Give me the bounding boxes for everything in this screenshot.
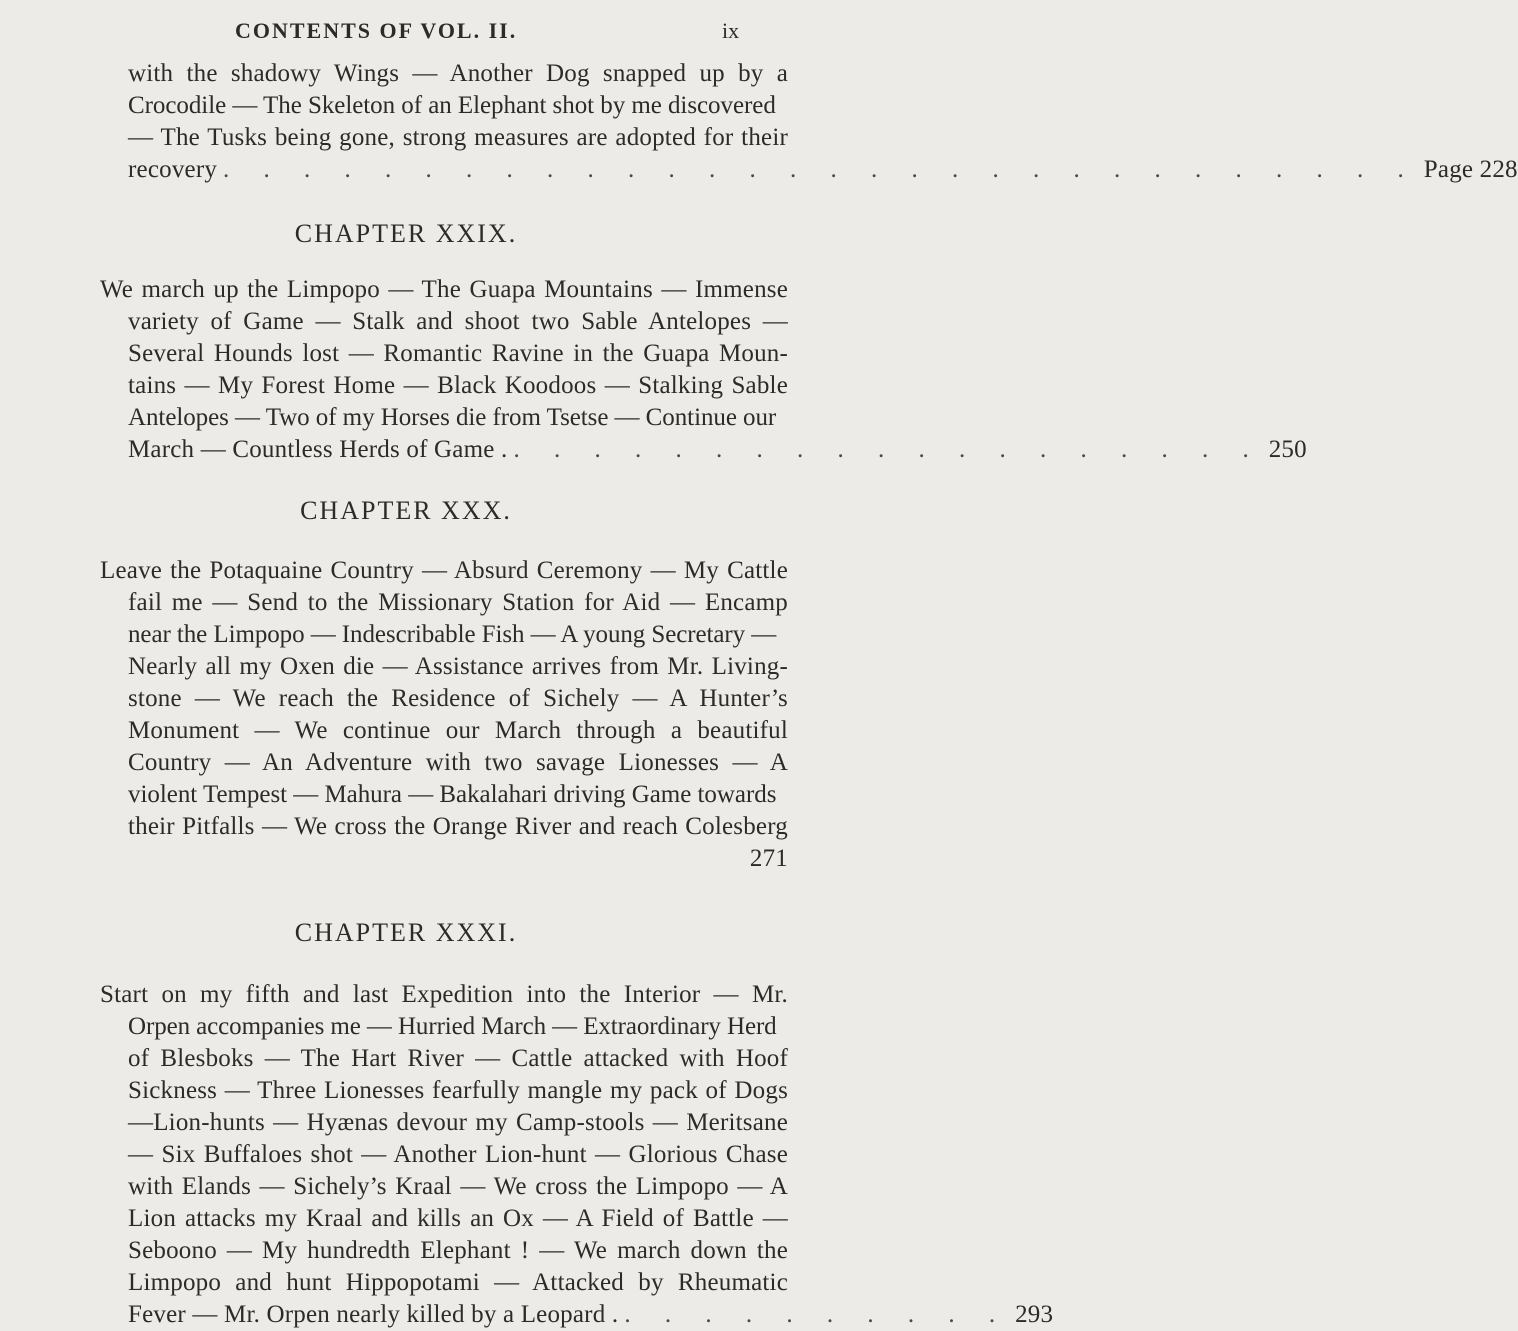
running-title: CONTENTS OF VOL. II. bbox=[235, 18, 518, 43]
entry-line: of Blesboks — The Hart River — Cattle attacked with Hoof bbox=[128, 1045, 788, 1072]
entry-line: Seboono — My hundredth Elephant ! — We march down the bbox=[128, 1237, 788, 1264]
dot-leader: . . . . . . . . . . . . . . . . . . . . . . . . . . . . . . bbox=[223, 156, 1418, 183]
page-reference: 293 bbox=[1015, 1301, 1054, 1328]
entry-last-line bbox=[128, 435, 1307, 465]
entry-line: stone — We reach the Residence of Sichely — A Hunter’s bbox=[128, 685, 788, 712]
entry-line: We march up the Limpopo — The Guapa Mountains — Immense bbox=[100, 276, 788, 303]
page-reference: 271 bbox=[749, 845, 788, 872]
entry-line: Country — An Adventure with two savage Lionesses — A bbox=[128, 749, 788, 776]
entry-line: violent Tempest — Mahura — Bakalahari driving Game towards bbox=[128, 781, 777, 808]
entry-line: near the Limpopo — Indescribable Fish — A young Secretary — bbox=[128, 621, 777, 648]
entry-line: their Pitfalls — We cross the Orange River and reach Colesberg bbox=[128, 813, 788, 840]
entry-line: fail me — Send to the Missionary Station for Aid — Encamp bbox=[128, 589, 788, 616]
page-number: ix bbox=[722, 18, 740, 43]
running-head bbox=[0, 18, 800, 48]
entry-last-line bbox=[128, 1300, 1054, 1330]
entry-text: March — Countless Herds of Game . bbox=[128, 436, 508, 463]
entry-last-line bbox=[128, 844, 788, 874]
chapter-heading: CHAPTER XXX. bbox=[300, 496, 512, 525]
entry-last-line bbox=[128, 155, 1518, 185]
entry-text: recovery bbox=[128, 156, 218, 183]
entry-line: Antelopes — Two of my Horses die from Tsetse — Continue our bbox=[128, 404, 777, 431]
entry-line: Sickness — Three Lionesses fearfully mangle my pack of Dogs bbox=[128, 1077, 788, 1104]
entry-line: Several Hounds lost — Romantic Ravine in the Guapa Moun- bbox=[128, 340, 788, 367]
dot-leader: . . . . . . . . . . . . . . . . . . . bbox=[513, 436, 1263, 463]
entry-line: Limpopo and hunt Hippopotami — Attacked by Rheumatic bbox=[128, 1269, 788, 1296]
entry-line: Nearly all my Oxen die — Assistance arrives from Mr. Living- bbox=[128, 653, 788, 680]
entry-line: Leave the Potaquaine Country — Absurd Ceremony — My Cattle bbox=[100, 557, 788, 584]
entry-text: Fever — Mr. Orpen nearly killed by a Leopard . bbox=[128, 1301, 619, 1328]
entry-line: Monument — We continue our March through a beautiful bbox=[128, 717, 788, 744]
chapter-heading: CHAPTER XXXI. bbox=[294, 918, 518, 947]
dot-leader: . . . . . . . . . . bbox=[624, 1301, 1010, 1328]
entry-line: Start on my fifth and last Expedition into the Interior — Mr. bbox=[100, 981, 788, 1008]
entry-line: variety of Game — Stalk and shoot two Sable Antelopes — bbox=[128, 308, 788, 335]
entry-line: tains — My Forest Home — Black Koodoos — Stalking Sable bbox=[128, 372, 788, 399]
entry-line: with Elands — Sichely’s Kraal — We cross the Limpopo — A bbox=[128, 1173, 788, 1200]
entry-line: Crocodile — The Skeleton of an Elephant shot by me discovered bbox=[128, 92, 776, 119]
chapter-heading: CHAPTER XXIX. bbox=[294, 219, 518, 248]
entry-line: —Lion-hunts — Hyænas devour my Camp-stools — Meritsane bbox=[128, 1109, 788, 1136]
entry-line: with the shadowy Wings — Another Dog snapped up by a bbox=[128, 60, 788, 87]
page-reference: 250 bbox=[1268, 436, 1307, 463]
entry-line: — The Tusks being gone, strong measures are adopted for their bbox=[128, 124, 788, 151]
entry-line: Orpen accompanies me — Hurried March — Extraordinary Herd bbox=[128, 1013, 777, 1040]
entry-line: — Six Buffaloes shot — Another Lion-hunt — Glorious Chase bbox=[128, 1141, 788, 1168]
entry-line: Lion attacks my Kraal and kills an Ox — A Field of Battle — bbox=[128, 1205, 788, 1232]
page-reference: Page 228 bbox=[1423, 156, 1518, 183]
